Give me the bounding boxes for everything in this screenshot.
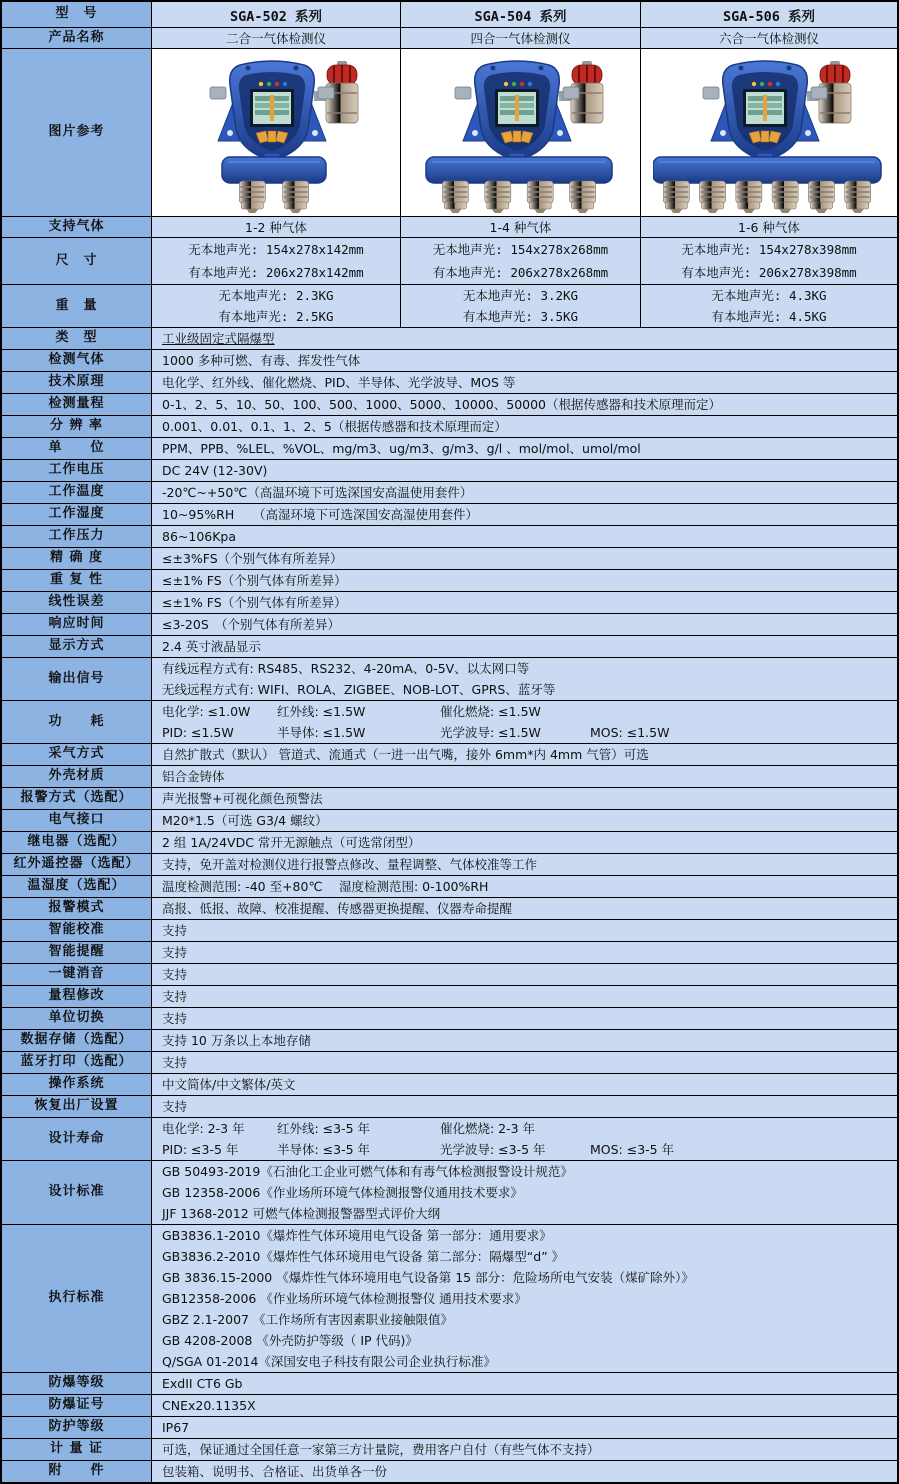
spec-value-segment: ≤3-20S （个别气体有所差异） xyxy=(162,617,341,632)
gases-504: 1-4 种气体 xyxy=(401,217,641,237)
model-header-row xyxy=(2,2,897,28)
spec-row-label: 功 耗 xyxy=(2,701,152,743)
gas-detector-illustration xyxy=(405,53,637,213)
weight-504 xyxy=(401,285,641,327)
image-reference-row xyxy=(2,49,897,217)
spec-row-label: 计 量 证 xyxy=(2,1439,152,1460)
spec-value-segment: ≤±1% FS（个别气体有所差异） xyxy=(162,595,347,610)
spec-row xyxy=(2,372,897,394)
device-buttons xyxy=(749,131,781,143)
spec-value-line xyxy=(162,1225,891,1246)
spec-row-label: 蓝牙打印（选配） xyxy=(2,1052,152,1073)
spec-value-line xyxy=(162,1461,891,1482)
spec-row-label: 单位切换 xyxy=(2,1008,152,1029)
spec-row xyxy=(2,636,897,658)
spec-row xyxy=(2,570,897,592)
spec-value-segment: 支持 xyxy=(162,1055,188,1070)
spec-row xyxy=(2,416,897,438)
spec-value-segment: IP67 xyxy=(162,1420,190,1435)
spec-row-value xyxy=(152,854,897,875)
spec-value-segment: GB 3836.15-2000 《爆炸性气体环境用电气设备第 15 部分：危险场所电气安装（煤矿除外）》 xyxy=(162,1270,694,1285)
spec-row-label: 显示方式 xyxy=(2,636,152,657)
weight-row xyxy=(2,285,897,328)
spec-value-segment: 电化学: 2-3 年 xyxy=(162,1121,245,1136)
spec-value-line xyxy=(162,1052,891,1073)
supported-gases-row xyxy=(2,217,897,238)
spec-row-value xyxy=(152,482,897,503)
spec-value-segment: 支持 10 万条以上本地存储 xyxy=(162,1033,311,1048)
product-name-502: 二合一气体检测仪 xyxy=(152,28,401,48)
spec-value-segment: 工业级固定式隔爆型 xyxy=(162,331,275,346)
spec-value-segment: 支持 xyxy=(162,1011,188,1026)
spec-value-line xyxy=(162,1439,891,1460)
spec-row-value xyxy=(152,1373,897,1394)
spec-value-segment: 铝合金铸体 xyxy=(162,769,225,784)
spec-value-line xyxy=(162,766,891,787)
spec-value-segment: 电化学、红外线、催化燃烧、PID、半导体、光学波导、MOS 等 xyxy=(162,375,516,390)
spec-value-line xyxy=(162,964,891,985)
spec-row xyxy=(2,1096,897,1118)
spec-row-label: 重 复 性 xyxy=(2,570,152,591)
spec-value-line xyxy=(162,920,891,941)
spec-row-value xyxy=(152,570,897,591)
spec-row-value xyxy=(152,1417,897,1438)
spec-value-line xyxy=(162,788,891,809)
gas-detector-image xyxy=(653,53,885,213)
spec-value-line xyxy=(162,1288,891,1309)
spec-row-value xyxy=(152,350,897,371)
spec-value-line xyxy=(162,460,891,481)
spec-row-value xyxy=(152,438,897,459)
spec-row xyxy=(2,986,897,1008)
spec-value-segment: ≤±3%FS（个别气体有所差异） xyxy=(162,551,343,566)
spec-row-label: 类 型 xyxy=(2,328,152,349)
spec-row xyxy=(2,832,897,854)
spec-row-value xyxy=(152,658,897,700)
spec-row-label: 报警模式 xyxy=(2,898,152,919)
spec-value-segment: 支持 xyxy=(162,967,188,982)
model-sga-504: SGA-504 系列 xyxy=(401,2,641,27)
spec-value-segment: GB3836.2-2010《爆炸性气体环境用电气设备 第二部分：隔爆型“d” 》 xyxy=(162,1249,565,1264)
spec-row xyxy=(2,504,897,526)
spec-row-label: 报警方式（选配） xyxy=(2,788,152,809)
spec-row-value xyxy=(152,898,897,919)
spec-row-label: 工作电压 xyxy=(2,460,152,481)
row-label-product-name: 产品名称 xyxy=(2,28,152,48)
spec-value-segment: 支持 xyxy=(162,1099,188,1114)
spec-row-label: 量程修改 xyxy=(2,986,152,1007)
spec-row-value xyxy=(152,876,897,897)
row-label-weight: 重 量 xyxy=(2,285,152,327)
spec-row xyxy=(2,810,897,832)
spec-row-value xyxy=(152,810,897,831)
product-image-506 xyxy=(641,49,897,216)
spec-row xyxy=(2,614,897,636)
spec-value-line xyxy=(162,526,891,547)
weight-line: 无本地声光: 4.3KG xyxy=(711,288,827,303)
spec-value-segment: 2 组 1A/24VDC 常开无源触点（可选常闭型） xyxy=(162,835,421,850)
spec-value-segment: 光学波导: ≤3-5 年 xyxy=(440,1142,546,1157)
spec-row xyxy=(2,460,897,482)
spec-value-line xyxy=(162,1118,891,1139)
spec-value-segment: GB12358-2006 《作业场所环境气体检测报警仪 通用技术要求》 xyxy=(162,1291,527,1306)
spec-row-label: 数据存储（选配） xyxy=(2,1030,152,1051)
gases-502: 1-2 种气体 xyxy=(152,217,401,237)
device-buttons xyxy=(501,131,533,143)
spec-value-segment: 光学波导: ≤1.5W xyxy=(440,725,541,740)
spec-row-label: 设计寿命 xyxy=(2,1118,152,1160)
weight-line: 有本地声光: 3.5KG xyxy=(462,309,579,324)
spec-row-label: 恢复出厂设置 xyxy=(2,1096,152,1117)
spec-row-label: 继电器（选配） xyxy=(2,832,152,853)
spec-row xyxy=(2,1395,897,1417)
spec-value-segment: PPM、PPB、%LEL、%VOL、mg/m3、ug/m3、g/m3、g/l 、mol/mol、umol/mol xyxy=(162,441,641,456)
spec-value-line xyxy=(162,1203,891,1224)
spec-row-label: 温湿度（选配） xyxy=(2,876,152,897)
spec-value-segment: 催化燃烧: 2-3 年 xyxy=(440,1121,536,1136)
spec-row-label: 工作湿度 xyxy=(2,504,152,525)
spec-value-line xyxy=(162,372,891,393)
spec-row xyxy=(2,898,897,920)
spec-row xyxy=(2,1373,897,1395)
spec-value-line xyxy=(162,986,891,1007)
spec-row-label: 分 辨 率 xyxy=(2,416,152,437)
dimension-line: 有本地声光: 206x278x268mm xyxy=(432,265,609,280)
spec-value-segment: 可选，保证通过全国任意一家第三方计量院，费用客户自付（有些气体不支持） xyxy=(162,1442,600,1457)
spec-value-line xyxy=(162,1267,891,1288)
weight-502 xyxy=(152,285,401,327)
spec-row-value xyxy=(152,766,897,787)
dimensions-502 xyxy=(152,238,401,284)
spec-row-label: 防护等级 xyxy=(2,1417,152,1438)
spec-row xyxy=(2,1008,897,1030)
spec-row-value xyxy=(152,1118,897,1160)
spec-row-value xyxy=(152,986,897,1007)
spec-value-segment: 支持 xyxy=(162,989,188,1004)
spec-value-line xyxy=(162,482,891,503)
dimensions-row xyxy=(2,238,897,285)
spec-value-segment: 红外线: ≤3-5 年 xyxy=(277,1121,371,1136)
spec-row-value xyxy=(152,460,897,481)
spec-value-segment: 半导体: ≤1.5W xyxy=(277,725,366,740)
dimensions-506 xyxy=(641,238,897,284)
spec-value-segment: 电化学: ≤1.0W xyxy=(162,704,251,719)
spec-value-segment: 温度检测范围: -40 至+80℃ 湿度检测范围: 0-100%RH xyxy=(162,879,489,894)
spec-row-label: 单 位 xyxy=(2,438,152,459)
spec-value-line xyxy=(162,438,891,459)
spec-value-line xyxy=(162,504,891,525)
spec-row xyxy=(2,744,897,766)
spec-value-segment: 2.4 英寸液晶显示 xyxy=(162,639,261,654)
spec-value-line xyxy=(162,832,891,853)
dimension-line: 有本地声光: 206x278x398mm xyxy=(681,265,857,280)
spec-row-value xyxy=(152,636,897,657)
spec-row xyxy=(2,482,897,504)
spec-value-segment: 半导体: ≤3-5 年 xyxy=(277,1142,371,1157)
product-image-502 xyxy=(152,49,401,216)
spec-row-value xyxy=(152,614,897,635)
spec-value-line xyxy=(162,1330,891,1351)
dimension-line: 无本地声光: 154x278x398mm xyxy=(681,242,857,257)
spec-value-segment: GBZ 2.1-2007 《工作场所有害因素职业接触限值》 xyxy=(162,1312,453,1327)
spec-value-segment: 无线远程方式有: WIFI、ROLA、ZIGBEE、NOB-LOT、GPRS、蓝牙等 xyxy=(162,682,556,697)
spec-value-segment: ≤±1% FS（个别气体有所差异） xyxy=(162,573,347,588)
spec-value-line xyxy=(162,722,891,743)
spec-row-value xyxy=(152,1395,897,1416)
spec-row-value xyxy=(152,788,897,809)
spec-row-value xyxy=(152,592,897,613)
dimensions-504 xyxy=(401,238,641,284)
spec-value-line xyxy=(162,1246,891,1267)
spec-row xyxy=(2,766,897,788)
spec-value-segment: GB 4208-2008 《外壳防护等级（ IP 代码)》 xyxy=(162,1333,418,1348)
spec-row-label: 外壳材质 xyxy=(2,766,152,787)
spec-value-segment: 0.001、0.01、0.1、1、2、5（根据传感器和技术原理而定） xyxy=(162,419,507,434)
spec-value-line xyxy=(162,614,891,635)
spec-value-line xyxy=(162,1161,891,1182)
spec-row xyxy=(2,854,897,876)
spec-row-label: 附 件 xyxy=(2,1461,152,1482)
spec-value-segment: 高报、低报、故障、校准提醒、传感器更换提醒、仪器寿命提醒 xyxy=(162,901,513,916)
spec-value-line xyxy=(162,1417,891,1438)
spec-row xyxy=(2,876,897,898)
spec-value-segment: GB 50493-2019《石油化工企业可燃气体和有毒气体检测报警设计规范》 xyxy=(162,1164,573,1179)
spec-row-label: 检测气体 xyxy=(2,350,152,371)
weight-line: 无本地声光: 3.2KG xyxy=(462,288,579,303)
spec-value-segment: 声光报警+可视化颜色预警法 xyxy=(162,791,323,806)
spec-value-line xyxy=(162,1373,891,1394)
spec-value-segment: 支持 xyxy=(162,923,188,938)
spec-row-value xyxy=(152,328,897,349)
spec-row-value xyxy=(152,1008,897,1029)
spec-value-segment: 中文简体/中文繁体/英文 xyxy=(162,1077,296,1092)
spec-row-label: 响应时间 xyxy=(2,614,152,635)
gas-detector-image xyxy=(160,53,392,213)
spec-value-line xyxy=(162,1074,891,1095)
spec-row xyxy=(2,1052,897,1074)
spec-value-segment: -20℃~+50℃（高温环境下可选深国安高温使用套件） xyxy=(162,485,473,500)
device-buttons xyxy=(256,131,288,143)
spec-value-segment: JJF 1368-2012 可燃气体检测报警器型式评价大纲 xyxy=(162,1206,441,1221)
spec-row-value xyxy=(152,526,897,547)
spec-row-value xyxy=(152,1225,897,1372)
spec-value-line xyxy=(162,679,891,700)
spec-value-line xyxy=(162,1008,891,1029)
spec-value-segment: Q/SGA 01-2014《深国安电子科技有限公司企业执行标准》 xyxy=(162,1354,496,1369)
spec-value-line xyxy=(162,658,891,679)
spec-row xyxy=(2,920,897,942)
spec-row-label: 输出信号 xyxy=(2,658,152,700)
spec-value-line xyxy=(162,810,891,831)
spec-row xyxy=(2,942,897,964)
row-label-image-reference: 图片参考 xyxy=(2,49,152,216)
spec-value-line xyxy=(162,548,891,569)
spec-value-segment: CNEx20.1135X xyxy=(162,1398,256,1413)
spec-row-value xyxy=(152,832,897,853)
spec-row xyxy=(2,548,897,570)
spec-value-segment: MOS: ≤3-5 年 xyxy=(590,1142,675,1157)
gas-detector-image xyxy=(405,53,637,213)
spec-value-segment: DC 24V (12-30V) xyxy=(162,463,268,478)
spec-row-label: 设计标准 xyxy=(2,1161,152,1224)
dimension-line: 有本地声光: 206x278x142mm xyxy=(188,265,364,280)
spec-value-line xyxy=(162,328,891,349)
spec-value-line xyxy=(162,701,891,722)
model-sga-502: SGA-502 系列 xyxy=(152,2,401,27)
spec-value-line xyxy=(162,876,891,897)
spec-row xyxy=(2,394,897,416)
spec-row xyxy=(2,1030,897,1052)
weight-line: 有本地声光: 4.5KG xyxy=(711,309,827,324)
spec-value-segment: 有线远程方式有: RS485、RS232、4-20mA、0-5V、以太网口等 xyxy=(162,661,530,676)
spec-value-segment: 0-1、2、5、10、50、100、500、1000、5000、10000、50000（根据传感器和技术原理而定） xyxy=(162,397,722,412)
spec-value-segment: 支持 xyxy=(162,945,188,960)
spec-row-label: 工作压力 xyxy=(2,526,152,547)
spec-value-segment: 自然扩散式（默认） 管道式、流通式（一进一出气嘴，接外 6mm*内 4mm 气管）可选 xyxy=(162,747,649,762)
spec-row-label: 防爆证号 xyxy=(2,1395,152,1416)
spec-row-value xyxy=(152,964,897,985)
spec-value-segment: 包装箱、说明书、合格证、出货单各一份 xyxy=(162,1464,388,1479)
spec-value-segment: PID: ≤3-5 年 xyxy=(162,1142,239,1157)
spec-row-value xyxy=(152,1030,897,1051)
spec-value-segment: GB3836.1-2010《爆炸性气体环境用电气设备 第一部分：通用要求》 xyxy=(162,1228,552,1243)
product-image-504 xyxy=(401,49,641,216)
spec-row-value xyxy=(152,548,897,569)
spec-value-segment: 支持，免开盖对检测仪进行报警点修改、量程调整、气体校准等工作 xyxy=(162,857,538,872)
spec-row-value xyxy=(152,1461,897,1482)
spec-row xyxy=(2,438,897,460)
spec-value-line xyxy=(162,854,891,875)
spec-row xyxy=(2,1417,897,1439)
spec-row-value xyxy=(152,920,897,941)
spec-value-line xyxy=(162,898,891,919)
row-label-supported-gases: 支持气体 xyxy=(2,217,152,237)
spec-row xyxy=(2,1461,897,1482)
spec-value-line xyxy=(162,416,891,437)
spec-row-label: 智能提醒 xyxy=(2,942,152,963)
spec-row-label: 工作温度 xyxy=(2,482,152,503)
spec-row-value xyxy=(152,1074,897,1095)
spec-value-segment: M20*1.5（可选 G3/4 螺纹） xyxy=(162,813,328,828)
spec-row xyxy=(2,701,897,744)
spec-row-label: 操作系统 xyxy=(2,1074,152,1095)
spec-value-segment: GB 12358-2006《作业场所环境气体检测报警仪通用技术要求》 xyxy=(162,1185,523,1200)
spec-value-line xyxy=(162,744,891,765)
spec-value-line xyxy=(162,636,891,657)
spec-value-segment: PID: ≤1.5W xyxy=(162,725,234,740)
spec-row xyxy=(2,1439,897,1461)
spec-row-label: 检测量程 xyxy=(2,394,152,415)
spec-value-segment: ExdII CT6 Gb xyxy=(162,1376,243,1391)
spec-row-label: 防爆等级 xyxy=(2,1373,152,1394)
spec-value-segment: 10~95%RH （高湿环境下可选深国安高湿使用套件） xyxy=(162,507,478,522)
spec-row-value xyxy=(152,744,897,765)
product-name-506: 六合一气体检测仪 xyxy=(641,28,897,48)
weight-line: 有本地声光: 2.5KG xyxy=(218,309,334,324)
spec-value-line xyxy=(162,1351,891,1372)
spec-row-value xyxy=(152,1096,897,1117)
spec-value-segment: 催化燃烧: ≤1.5W xyxy=(440,704,541,719)
spec-row-label: 一键消音 xyxy=(2,964,152,985)
dimension-line: 无本地声光: 154x278x142mm xyxy=(188,242,364,257)
spec-value-line xyxy=(162,1030,891,1051)
spec-value-line xyxy=(162,570,891,591)
spec-row-label: 采气方式 xyxy=(2,744,152,765)
spec-row-label: 精 确 度 xyxy=(2,548,152,569)
spec-row-label: 红外遥控器（选配） xyxy=(2,854,152,875)
gases-506: 1-6 种气体 xyxy=(641,217,897,237)
spec-row-value xyxy=(152,394,897,415)
spec-row-value xyxy=(152,504,897,525)
spec-value-line xyxy=(162,942,891,963)
spec-row xyxy=(2,1074,897,1096)
product-name-row xyxy=(2,28,897,49)
spec-row xyxy=(2,592,897,614)
spec-row-label: 技术原理 xyxy=(2,372,152,393)
gas-detector-illustration xyxy=(653,53,885,213)
gas-detector-illustration xyxy=(160,53,392,213)
dimension-line: 无本地声光: 154x278x268mm xyxy=(432,242,609,257)
spec-value-line xyxy=(162,1182,891,1203)
spec-row xyxy=(2,1118,897,1161)
spec-row-value xyxy=(152,1161,897,1224)
spec-value-line xyxy=(162,350,891,371)
spec-value-line xyxy=(162,1096,891,1117)
spec-row xyxy=(2,658,897,701)
spec-row-value xyxy=(152,701,897,743)
spec-row xyxy=(2,328,897,350)
spec-rows xyxy=(2,328,897,1482)
spec-value-segment: 1000 多种可燃、有毒、挥发性气体 xyxy=(162,353,361,368)
weight-line: 无本地声光: 2.3KG xyxy=(218,288,334,303)
spec-row-label: 电气接口 xyxy=(2,810,152,831)
spec-value-segment: 红外线: ≤1.5W xyxy=(277,704,366,719)
spec-value-segment: 86~106Kpa xyxy=(162,529,237,544)
model-sga-506: SGA-506 系列 xyxy=(641,2,897,27)
spec-row xyxy=(2,350,897,372)
spec-value-line xyxy=(162,1309,891,1330)
spec-row-value xyxy=(152,942,897,963)
spec-row-value xyxy=(152,1439,897,1460)
spec-row-value xyxy=(152,1052,897,1073)
spec-value-line xyxy=(162,592,891,613)
spec-row xyxy=(2,964,897,986)
product-name-504: 四合一气体检测仪 xyxy=(401,28,641,48)
row-label-model: 型 号 xyxy=(2,2,152,27)
spec-row-label: 线性误差 xyxy=(2,592,152,613)
spec-row-value xyxy=(152,372,897,393)
spec-row xyxy=(2,1225,897,1373)
weight-506 xyxy=(641,285,897,327)
spec-row-value xyxy=(152,416,897,437)
row-label-dimensions: 尺 寸 xyxy=(2,238,152,284)
spec-row-label: 智能校准 xyxy=(2,920,152,941)
spec-row-label: 执行标准 xyxy=(2,1225,152,1372)
spec-row xyxy=(2,1161,897,1225)
spec-row xyxy=(2,526,897,548)
spec-value-line xyxy=(162,1139,891,1160)
spec-value-segment: MOS: ≤1.5W xyxy=(590,725,670,740)
spec-value-line xyxy=(162,394,891,415)
spec-value-line xyxy=(162,1395,891,1416)
spec-row xyxy=(2,788,897,810)
